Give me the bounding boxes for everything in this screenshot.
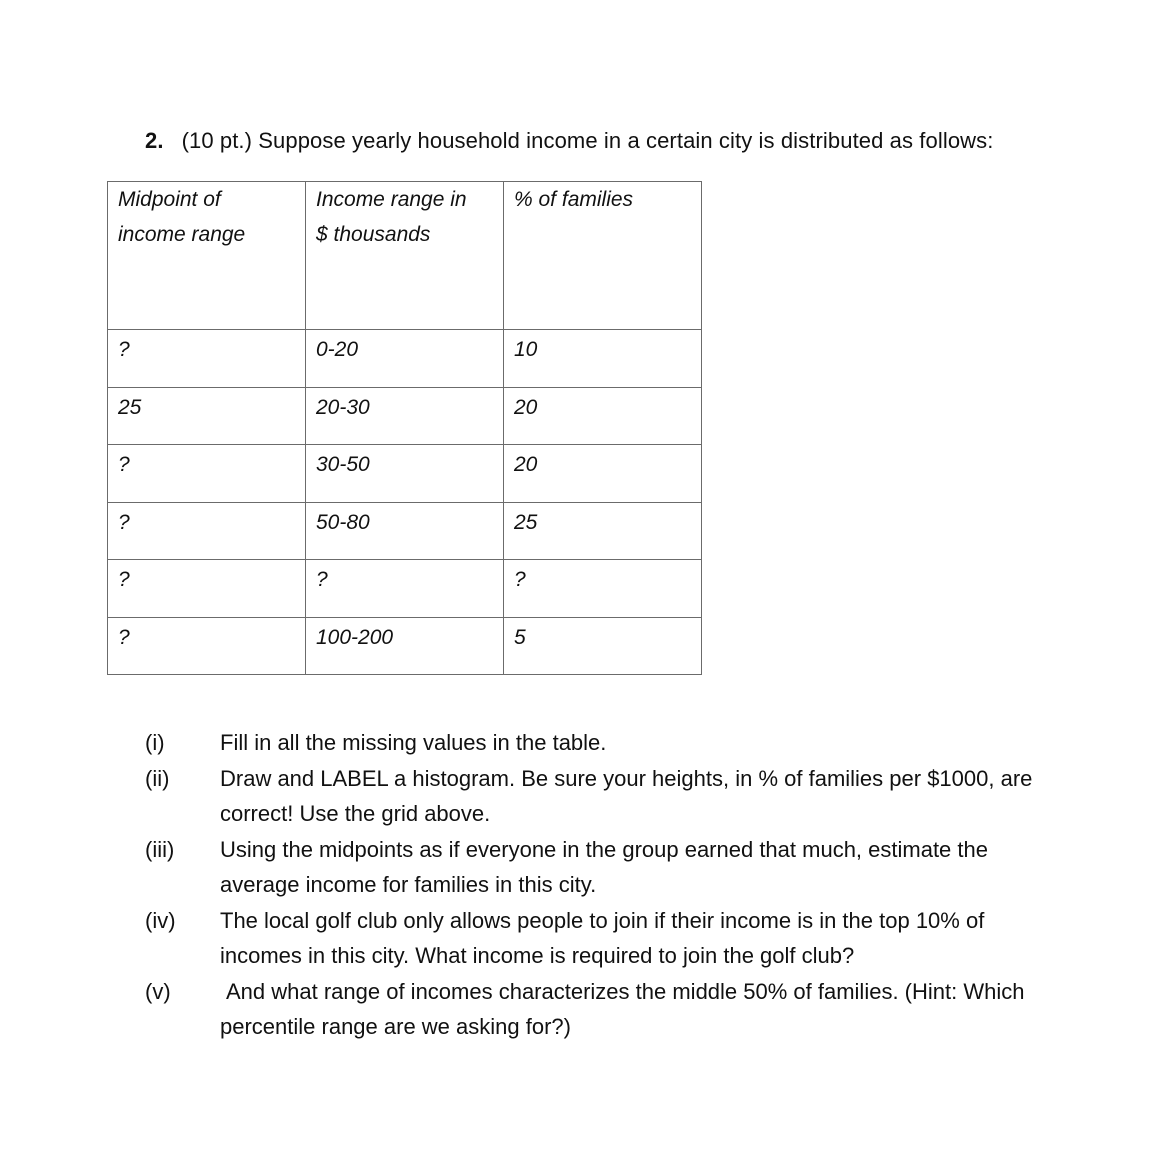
cell-percent: 25 (504, 502, 702, 560)
table-row (108, 445, 702, 503)
header-midpoint-line1: Midpoint of (118, 188, 221, 211)
table-row (108, 502, 702, 560)
question-parts (145, 725, 1075, 1045)
table-row (108, 560, 702, 618)
cell-percent: ? (504, 560, 702, 618)
header-range-line1: Income range in (316, 188, 467, 211)
part-label: (iii) (145, 836, 175, 862)
table-row (108, 617, 702, 675)
cell-range: 20-30 (306, 387, 504, 445)
header-midpoint (108, 182, 306, 330)
header-range-line2: $ thousands (316, 223, 431, 246)
part-iii (145, 832, 1075, 903)
cell-range: 50-80 (306, 502, 504, 560)
cell-midpoint: ? (108, 560, 306, 618)
table-row (108, 330, 702, 388)
part-text: Draw and LABEL a histogram. Be sure your heights, in % of families per $1000, are correct! Use the grid above. (220, 765, 1033, 826)
cell-range: 30-50 (306, 445, 504, 503)
part-label: (v) (145, 978, 171, 1004)
cell-percent: 20 (504, 445, 702, 503)
cell-range: ? (306, 560, 504, 618)
part-ii (145, 761, 1075, 832)
cell-midpoint: ? (108, 445, 306, 503)
cell-percent: 5 (504, 617, 702, 675)
table-row (108, 387, 702, 445)
cell-range: 100-200 (306, 617, 504, 675)
cell-midpoint: ? (108, 617, 306, 675)
cell-midpoint: ? (108, 502, 306, 560)
part-text: Fill in all the missing values in the table. (220, 730, 607, 755)
part-label: (ii) (145, 765, 170, 791)
part-v (145, 974, 1075, 1045)
part-text: Using the midpoints as if everyone in the group earned that much, estimate the average income for families in this city. (220, 836, 988, 897)
header-range (306, 182, 504, 330)
cell-range: 0-20 (306, 330, 504, 388)
part-label: (iv) (145, 907, 176, 933)
header-percent (504, 182, 702, 330)
table-header-row (108, 182, 702, 330)
income-distribution-table (107, 181, 702, 675)
cell-midpoint: 25 (108, 387, 306, 445)
part-text: The local golf club only allows people to join if their income is in the top 10% of incomes in this city. What income is required to join the golf club? (220, 907, 985, 968)
cell-midpoint: ? (108, 330, 306, 388)
cell-percent: 20 (504, 387, 702, 445)
cell-percent: 10 (504, 330, 702, 388)
question-number: 2. (145, 128, 164, 153)
part-iv (145, 903, 1075, 974)
part-label: (i) (145, 730, 165, 755)
part-i (145, 725, 1075, 761)
header-midpoint-line2: income range (118, 223, 246, 246)
header-percent-line1: % of families (514, 188, 634, 211)
question-header (145, 128, 993, 154)
question-text: (10 pt.) Suppose yearly household income in a certain city is distributed as follows: (181, 128, 994, 153)
part-text: And what range of incomes characterizes the middle 50% of families. (Hint: Which percentile range are we asking for?) (220, 978, 1025, 1039)
